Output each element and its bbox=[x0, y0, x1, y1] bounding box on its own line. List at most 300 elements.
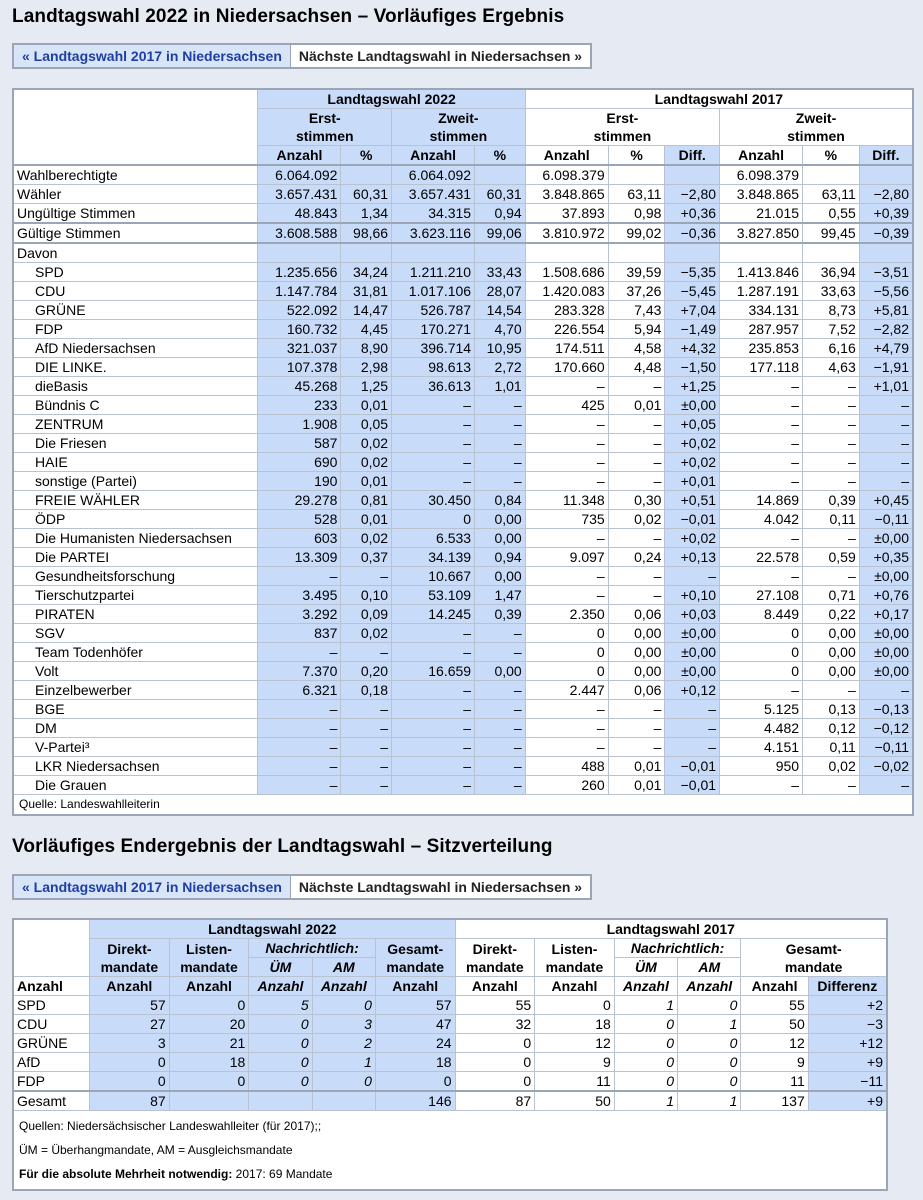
cell-value: 0,00 bbox=[475, 510, 526, 529]
erststimmen-2022-header: Erst- stimmen bbox=[258, 109, 392, 146]
zweitstimmen-2022-header: Zweit- stimmen bbox=[392, 109, 526, 146]
row-label: Gesamt bbox=[13, 1091, 90, 1111]
summary-row bbox=[13, 204, 913, 224]
cell-value: 50 bbox=[535, 1091, 615, 1111]
cell-value bbox=[392, 243, 475, 263]
cell-value: 0,01 bbox=[608, 757, 665, 776]
cell-value: 0 bbox=[614, 1072, 677, 1092]
cell-value: 3.848.865 bbox=[720, 185, 803, 204]
cell-value: 0,02 bbox=[341, 453, 392, 472]
cell-value: 21 bbox=[169, 1034, 249, 1053]
party-row bbox=[13, 776, 913, 795]
majority-note: Für die absolute Mehrheit notwendig: 2017: 69 Mandate bbox=[19, 1167, 333, 1181]
party-row bbox=[13, 358, 913, 377]
next-election-link[interactable]: Nächste Landtagswahl in Niedersachsen » bbox=[298, 48, 583, 64]
cell-value: 0 bbox=[375, 1072, 455, 1092]
cell-value: 1.287.191 bbox=[720, 282, 803, 301]
cell-value: 0,00 bbox=[803, 624, 860, 643]
cell-value bbox=[859, 165, 913, 185]
row-label: SGV bbox=[13, 624, 258, 643]
cell-value bbox=[475, 243, 526, 263]
cell-value: 1,25 bbox=[341, 377, 392, 396]
cell-value: 9.097 bbox=[525, 548, 608, 567]
cell-value: 0 bbox=[392, 510, 475, 529]
cell-value: −2,80 bbox=[665, 185, 720, 204]
cell-value: +2 bbox=[808, 996, 887, 1015]
cell-value: 5 bbox=[249, 996, 312, 1015]
summary-row bbox=[13, 223, 913, 243]
cell-value: – bbox=[525, 472, 608, 491]
cell-value: 45.268 bbox=[258, 377, 341, 396]
cell-value: – bbox=[720, 453, 803, 472]
party-row bbox=[13, 624, 913, 643]
cell-value: – bbox=[392, 776, 475, 795]
cell-value: 0 bbox=[312, 996, 375, 1015]
party-row bbox=[13, 757, 913, 776]
cell-value: 4,63 bbox=[803, 358, 860, 377]
cell-value: 0,18 bbox=[341, 681, 392, 700]
cell-value: – bbox=[341, 643, 392, 662]
cell-value: ±0,00 bbox=[859, 643, 913, 662]
cell-value: ±0,00 bbox=[859, 567, 913, 586]
cell-value: 3.623.116 bbox=[392, 223, 475, 243]
cell-value: 2.350 bbox=[525, 605, 608, 624]
cell-value: – bbox=[475, 719, 526, 738]
cell-value: +0,13 bbox=[665, 548, 720, 567]
row-label: Die Humanisten Niedersachsen bbox=[13, 529, 258, 548]
cell-value: 0,05 bbox=[341, 415, 392, 434]
cell-value: 14,47 bbox=[341, 301, 392, 320]
cell-value: 37,26 bbox=[608, 282, 665, 301]
cell-value: 233 bbox=[258, 396, 341, 415]
cell-value: 0,94 bbox=[475, 204, 526, 224]
cell-value: – bbox=[608, 567, 665, 586]
cell-value: −1,50 bbox=[665, 358, 720, 377]
gesamtmandate-header: Gesamt- mandate bbox=[375, 939, 455, 977]
row-label: Ungültige Stimmen bbox=[13, 204, 258, 224]
cell-value: +0,35 bbox=[859, 548, 913, 567]
cell-value: 0,02 bbox=[341, 434, 392, 453]
cell-value: 0,01 bbox=[341, 510, 392, 529]
party-row bbox=[13, 700, 913, 719]
cell-value: 11 bbox=[741, 1072, 808, 1092]
cell-value: – bbox=[720, 377, 803, 396]
col-differenz: Differenz bbox=[808, 977, 887, 996]
sources-note: Quellen: Niedersächsischer Landeswahlleiter (für 2017);; bbox=[19, 1119, 322, 1133]
cell-value: – bbox=[392, 681, 475, 700]
cell-value: 1.413.846 bbox=[720, 263, 803, 282]
cell-value: – bbox=[258, 643, 341, 662]
nachrichtlich-header: Nachrichtlich: bbox=[614, 939, 741, 958]
cell-value: −0,02 bbox=[859, 757, 913, 776]
cell-value: 0,00 bbox=[608, 643, 665, 662]
cell-value: 1.420.083 bbox=[525, 282, 608, 301]
party-row bbox=[13, 510, 913, 529]
erststimmen-2017-header: Erst- stimmen bbox=[525, 109, 719, 146]
cell-value: 1,47 bbox=[475, 586, 526, 605]
page-title-seats: Vorläufiges Endergebnis der Landtagswahl – Sitzverteilung bbox=[12, 836, 553, 857]
cell-value: 0,01 bbox=[608, 396, 665, 415]
cell-value: 4,70 bbox=[475, 320, 526, 339]
cell-value bbox=[859, 243, 913, 263]
cell-value: 0,20 bbox=[341, 662, 392, 681]
cell-value: – bbox=[720, 567, 803, 586]
party-row bbox=[13, 377, 913, 396]
row-label: PIRATEN bbox=[13, 605, 258, 624]
cell-value: 0 bbox=[249, 1034, 312, 1053]
cell-value: 160.732 bbox=[258, 320, 341, 339]
col-anzahl: Anzahl bbox=[312, 977, 375, 996]
cell-value: 6.533 bbox=[392, 529, 475, 548]
cell-value: 3.657.431 bbox=[258, 185, 341, 204]
next-election-link[interactable]: Nächste Landtagswahl in Niedersachsen » bbox=[298, 879, 583, 895]
cell-value: 0 bbox=[525, 662, 608, 681]
cell-value: 9 bbox=[535, 1053, 615, 1072]
row-label: sonstige (Partei) bbox=[13, 472, 258, 491]
cell-value: 0,00 bbox=[475, 567, 526, 586]
cell-value: 107.378 bbox=[258, 358, 341, 377]
cell-value: – bbox=[258, 776, 341, 795]
cell-value: 14,54 bbox=[475, 301, 526, 320]
cell-value: 99,45 bbox=[803, 223, 860, 243]
cell-value: 7.370 bbox=[258, 662, 341, 681]
cell-value bbox=[169, 1091, 249, 1111]
cell-value: 0,55 bbox=[803, 204, 860, 224]
cell-value: 33,63 bbox=[803, 282, 860, 301]
cell-value: 34.139 bbox=[392, 548, 475, 567]
cell-value: – bbox=[665, 738, 720, 757]
cell-value: – bbox=[392, 472, 475, 491]
party-row bbox=[13, 1034, 887, 1053]
cell-value: 0,71 bbox=[803, 586, 860, 605]
cell-value: 0 bbox=[720, 662, 803, 681]
cell-value: – bbox=[392, 624, 475, 643]
cell-value: – bbox=[608, 738, 665, 757]
cell-value: – bbox=[720, 776, 803, 795]
cell-value: −2,82 bbox=[859, 320, 913, 339]
cell-value: 283.328 bbox=[525, 301, 608, 320]
col-anzahl: Anzahl bbox=[375, 977, 455, 996]
cell-value bbox=[803, 165, 860, 185]
cell-value: 0,12 bbox=[803, 719, 860, 738]
cell-value: – bbox=[803, 434, 860, 453]
davon-label: Davon bbox=[13, 243, 258, 263]
cell-value: 0,13 bbox=[803, 700, 860, 719]
cell-value: – bbox=[392, 415, 475, 434]
header-2022: Landtagswahl 2022 bbox=[258, 89, 525, 109]
party-row bbox=[13, 719, 913, 738]
cell-value: 0,39 bbox=[803, 491, 860, 510]
cell-value: 36.613 bbox=[392, 377, 475, 396]
cell-value: 99,06 bbox=[475, 223, 526, 243]
cell-value: 0,00 bbox=[608, 624, 665, 643]
cell-value: 0,02 bbox=[341, 529, 392, 548]
cell-value: 0 bbox=[720, 624, 803, 643]
party-row bbox=[13, 567, 913, 586]
cell-value: 3.495 bbox=[258, 586, 341, 605]
listenmandate-header: Listen- mandate bbox=[535, 939, 615, 977]
cell-value: −0,12 bbox=[859, 719, 913, 738]
cell-value: 0,37 bbox=[341, 548, 392, 567]
cell-value: −0,01 bbox=[665, 510, 720, 529]
cell-value: 39,59 bbox=[608, 263, 665, 282]
cell-value: +12 bbox=[808, 1034, 887, 1053]
cell-value: – bbox=[803, 377, 860, 396]
cell-value: – bbox=[475, 453, 526, 472]
party-row bbox=[13, 548, 913, 567]
col-anzahl: Anzahl bbox=[678, 977, 741, 996]
cell-value: 260 bbox=[525, 776, 608, 795]
cell-value: 0 bbox=[455, 1072, 535, 1092]
cell-value: 235.853 bbox=[720, 339, 803, 358]
prev-election-link[interactable]: « Landtagswahl 2017 in Niedersachsen bbox=[14, 876, 291, 898]
cell-value: 0,00 bbox=[608, 662, 665, 681]
cell-value: +9 bbox=[808, 1091, 887, 1111]
cell-value: 29.278 bbox=[258, 491, 341, 510]
cell-value: – bbox=[475, 738, 526, 757]
cell-value: 10.667 bbox=[392, 567, 475, 586]
cell-value: – bbox=[608, 377, 665, 396]
row-label: Tierschutzpartei bbox=[13, 586, 258, 605]
cell-value: 690 bbox=[258, 453, 341, 472]
cell-value: 0 bbox=[535, 996, 615, 1015]
cell-value: 8,73 bbox=[803, 301, 860, 320]
cell-value: 146 bbox=[375, 1091, 455, 1111]
cell-value: +0,02 bbox=[665, 453, 720, 472]
cell-value: – bbox=[803, 472, 860, 491]
party-row bbox=[13, 529, 913, 548]
row-label: V-Partei³ bbox=[13, 738, 258, 757]
row-label: dieBasis bbox=[13, 377, 258, 396]
cell-value bbox=[525, 243, 608, 263]
cell-value: +0,05 bbox=[665, 415, 720, 434]
cell-value: – bbox=[525, 719, 608, 738]
cell-value: – bbox=[475, 434, 526, 453]
cell-value: 0,81 bbox=[341, 491, 392, 510]
cell-value bbox=[341, 165, 392, 185]
cell-value: 60,31 bbox=[475, 185, 526, 204]
cell-value: 137 bbox=[741, 1091, 808, 1111]
cell-value: – bbox=[859, 453, 913, 472]
prev-election-link[interactable]: « Landtagswahl 2017 in Niedersachsen bbox=[14, 45, 291, 67]
cell-value: +1,25 bbox=[665, 377, 720, 396]
party-row bbox=[13, 681, 913, 700]
cell-value: 177.118 bbox=[720, 358, 803, 377]
cell-value: – bbox=[525, 434, 608, 453]
cell-value: 4.042 bbox=[720, 510, 803, 529]
cell-value: – bbox=[525, 529, 608, 548]
cell-value: 0 bbox=[614, 1034, 677, 1053]
party-row bbox=[13, 320, 913, 339]
row-label: Die Friesen bbox=[13, 434, 258, 453]
cell-value: 170.271 bbox=[392, 320, 475, 339]
cell-value: 0 bbox=[169, 1072, 249, 1092]
cell-value: 0,02 bbox=[608, 510, 665, 529]
cell-value: – bbox=[258, 738, 341, 757]
cell-value: 53.109 bbox=[392, 586, 475, 605]
cell-value: – bbox=[475, 396, 526, 415]
cell-value: −0,11 bbox=[859, 738, 913, 757]
cell-value: 0,84 bbox=[475, 491, 526, 510]
cell-value: −0,39 bbox=[859, 223, 913, 243]
cell-value: 1 bbox=[614, 1091, 677, 1111]
cell-value: 0,00 bbox=[803, 643, 860, 662]
cell-value: – bbox=[341, 700, 392, 719]
cell-value: 30.450 bbox=[392, 491, 475, 510]
cell-value: 0 bbox=[614, 1053, 677, 1072]
cell-value: 57 bbox=[375, 996, 455, 1015]
row-label: FDP bbox=[13, 320, 258, 339]
cell-value: 8.449 bbox=[720, 605, 803, 624]
row-label: HAIE bbox=[13, 453, 258, 472]
cell-value: 226.554 bbox=[525, 320, 608, 339]
cell-value: 6.098.379 bbox=[525, 165, 608, 185]
cell-value: 60,31 bbox=[341, 185, 392, 204]
total-row bbox=[13, 1091, 887, 1111]
row-label: BGE bbox=[13, 700, 258, 719]
cell-value: 0 bbox=[455, 1053, 535, 1072]
cell-value: +0,45 bbox=[859, 491, 913, 510]
cell-value: – bbox=[475, 776, 526, 795]
cell-value: +0,12 bbox=[665, 681, 720, 700]
cell-value bbox=[258, 243, 341, 263]
cell-value: 28,07 bbox=[475, 282, 526, 301]
row-label: SPD bbox=[13, 996, 90, 1015]
cell-value: 396.714 bbox=[392, 339, 475, 358]
cell-value: – bbox=[525, 453, 608, 472]
cell-value: – bbox=[475, 624, 526, 643]
cell-value: 0 bbox=[455, 1034, 535, 1053]
cell-value: – bbox=[475, 643, 526, 662]
cell-value bbox=[312, 1091, 375, 1111]
summary-row bbox=[13, 185, 913, 204]
cell-value: 1,34 bbox=[341, 204, 392, 224]
direktmandate-header: Direkt- mandate bbox=[90, 939, 170, 977]
cell-value: 0 bbox=[614, 1015, 677, 1034]
cell-value: – bbox=[525, 586, 608, 605]
cell-value: −2,80 bbox=[859, 185, 913, 204]
col-diff: Diff. bbox=[859, 146, 913, 166]
cell-value: 14.245 bbox=[392, 605, 475, 624]
cell-value: 18 bbox=[169, 1053, 249, 1072]
cell-value: – bbox=[475, 681, 526, 700]
cell-value: 31,81 bbox=[341, 282, 392, 301]
cell-value: 2.447 bbox=[525, 681, 608, 700]
cell-value: 0 bbox=[249, 1072, 312, 1092]
cell-value: 0,02 bbox=[803, 757, 860, 776]
cell-value: −11 bbox=[808, 1072, 887, 1092]
cell-value: 0,06 bbox=[608, 605, 665, 624]
cell-value: 6.098.379 bbox=[720, 165, 803, 185]
seats-notes bbox=[13, 1111, 887, 1191]
cell-value: – bbox=[608, 586, 665, 605]
party-row bbox=[13, 1072, 887, 1092]
cell-value: – bbox=[341, 757, 392, 776]
party-row bbox=[13, 301, 913, 320]
cell-value: 12 bbox=[535, 1034, 615, 1053]
nachrichtlich-header: Nachrichtlich: bbox=[249, 939, 376, 958]
col-anzahl: Anzahl bbox=[169, 977, 249, 996]
cell-value: – bbox=[665, 567, 720, 586]
cell-value: 0,00 bbox=[475, 662, 526, 681]
cell-value: – bbox=[665, 700, 720, 719]
cell-value: 0,10 bbox=[341, 586, 392, 605]
results-table bbox=[12, 88, 914, 816]
row-label: Wähler bbox=[13, 185, 258, 204]
cell-value: – bbox=[525, 415, 608, 434]
cell-value: – bbox=[475, 757, 526, 776]
col-anzahl: Anzahl bbox=[392, 146, 475, 166]
cell-value: 0,01 bbox=[341, 396, 392, 415]
cell-value: – bbox=[608, 415, 665, 434]
cell-value: 190 bbox=[258, 472, 341, 491]
cell-value: – bbox=[392, 700, 475, 719]
cell-value: +1,01 bbox=[859, 377, 913, 396]
cell-value: 11.348 bbox=[525, 491, 608, 510]
cell-value: 6.321 bbox=[258, 681, 341, 700]
cell-value: 0 bbox=[720, 643, 803, 662]
davon-row bbox=[13, 243, 913, 263]
cell-value: 4,58 bbox=[608, 339, 665, 358]
cell-value: −0,36 bbox=[665, 223, 720, 243]
cell-value: 0,01 bbox=[341, 472, 392, 491]
cell-value: 87 bbox=[455, 1091, 535, 1111]
cell-value: +0,01 bbox=[665, 472, 720, 491]
cell-value: +0,51 bbox=[665, 491, 720, 510]
party-row bbox=[13, 339, 913, 358]
cell-value: – bbox=[803, 776, 860, 795]
cell-value: 47 bbox=[375, 1015, 455, 1034]
cell-value: 98,66 bbox=[341, 223, 392, 243]
row-label: Gesundheitsforschung bbox=[13, 567, 258, 586]
header-2017: Landtagswahl 2017 bbox=[525, 89, 913, 109]
cell-value: +0,02 bbox=[665, 529, 720, 548]
cell-value: – bbox=[525, 700, 608, 719]
cell-value: 0 bbox=[169, 996, 249, 1015]
row-label: GRÜNE bbox=[13, 301, 258, 320]
um-header: ÜM bbox=[249, 958, 312, 977]
party-row bbox=[13, 643, 913, 662]
cell-value: 1.908 bbox=[258, 415, 341, 434]
cell-value: 1 bbox=[614, 996, 677, 1015]
cell-value: +0,36 bbox=[665, 204, 720, 224]
cell-value: 87 bbox=[90, 1091, 170, 1111]
cell-value: – bbox=[803, 396, 860, 415]
legend-note: ÜM = Überhangmandate, AM = Ausgleichsmandate bbox=[19, 1143, 293, 1157]
cell-value: ±0,00 bbox=[859, 662, 913, 681]
row-label-anzahl: Anzahl bbox=[13, 977, 90, 996]
cell-value: 837 bbox=[258, 624, 341, 643]
cell-value: ±0,00 bbox=[665, 624, 720, 643]
row-label: Bündnis C bbox=[13, 396, 258, 415]
cell-value: – bbox=[803, 529, 860, 548]
cell-value bbox=[665, 243, 720, 263]
cell-value: 27 bbox=[90, 1015, 170, 1034]
cell-value: 4.151 bbox=[720, 738, 803, 757]
row-label: DM bbox=[13, 719, 258, 738]
col-pct: % bbox=[608, 146, 665, 166]
seats-table bbox=[12, 918, 888, 1191]
cell-value: 10,95 bbox=[475, 339, 526, 358]
row-label: Die Grauen bbox=[13, 776, 258, 795]
cell-value: – bbox=[859, 434, 913, 453]
cell-value: – bbox=[258, 700, 341, 719]
cell-value: 170.660 bbox=[525, 358, 608, 377]
cell-value: – bbox=[525, 567, 608, 586]
cell-value: 57 bbox=[90, 996, 170, 1015]
cell-value: 32 bbox=[455, 1015, 535, 1034]
party-row bbox=[13, 738, 913, 757]
